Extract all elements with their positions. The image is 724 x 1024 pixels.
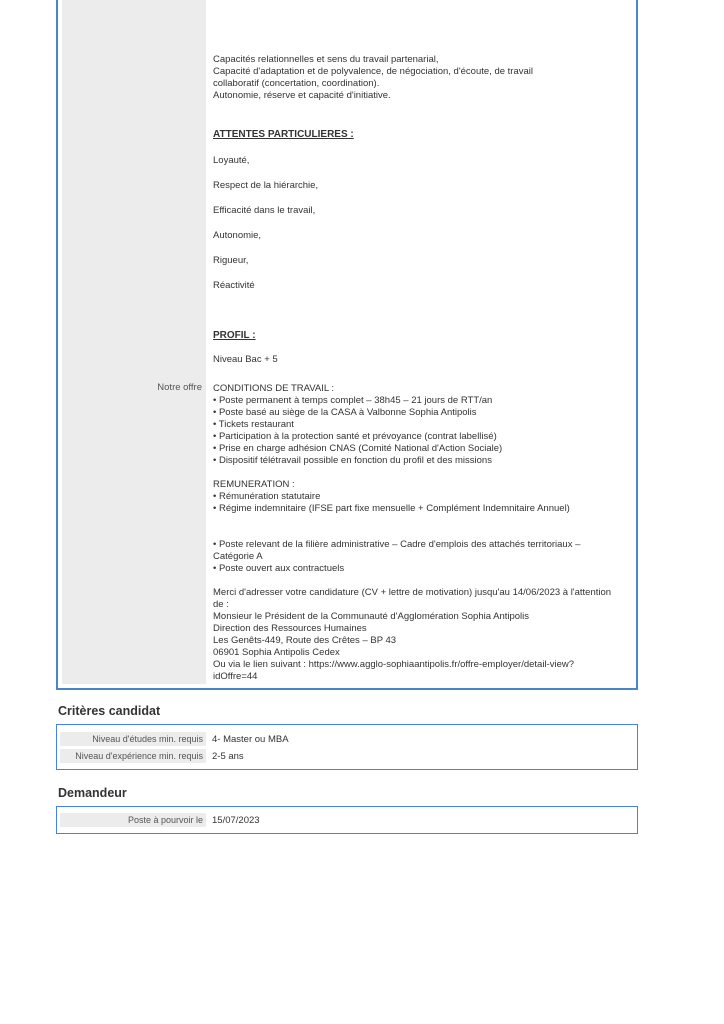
text-line: Les Genêts-449, Route des Crêtes – BP 43 bbox=[213, 635, 397, 646]
text-line: REMUNERATION : bbox=[213, 479, 295, 490]
criteres-title: Critères candidat bbox=[58, 704, 161, 718]
text-line: de : bbox=[213, 599, 229, 610]
row-label: Poste à pourvoir le bbox=[60, 813, 206, 827]
row-value: 15/07/2023 bbox=[212, 815, 260, 826]
demandeur-table bbox=[56, 806, 638, 834]
attentes-item: Autonomie, bbox=[213, 230, 262, 241]
text-line: • Rémunération statutaire bbox=[213, 491, 321, 502]
text-line: Merci d'adresser votre candidature (CV + lettre de motivation) jusqu'au 14/06/2023 à l'attention bbox=[213, 587, 612, 598]
text-line: • Participation à la protection santé et prévoyance (contrat labellisé) bbox=[213, 431, 497, 442]
text-line: • Poste ouvert aux contractuels bbox=[213, 563, 345, 574]
attentes-heading: ATTENTES PARTICULIERES : bbox=[213, 129, 354, 140]
text-line: Autonomie, réserve et capacité d'initiative. bbox=[213, 90, 391, 101]
apply-link-line[interactable]: Ou via le lien suivant : https://www.agglo-sophiaantipolis.fr/offre-employer/detail-view? bbox=[213, 659, 574, 670]
attentes-item: Respect de la hiérarchie, bbox=[213, 180, 319, 191]
row-value: 2-5 ans bbox=[212, 751, 244, 762]
text-line: • Poste relevant de la filière administrative – Cadre d'emplois des attachés territoriaux – bbox=[213, 539, 581, 550]
offer-panel bbox=[56, 0, 638, 690]
remuneration-block bbox=[213, 479, 633, 515]
demandeur-title: Demandeur bbox=[58, 786, 127, 800]
table-row bbox=[57, 811, 637, 828]
text-line: Direction des Ressources Humaines bbox=[213, 623, 367, 634]
candidature-block bbox=[213, 587, 633, 683]
filiere-block bbox=[213, 539, 633, 575]
text-line: • Prise en charge adhésion CNAS (Comité National d'Action Sociale) bbox=[213, 443, 503, 454]
row-label: Niveau d'études min. requis bbox=[60, 732, 206, 746]
text-line: CONDITIONS DE TRAVAIL : bbox=[213, 383, 335, 394]
offer-label: Notre offre bbox=[157, 382, 202, 393]
offer-label-column bbox=[62, 0, 206, 684]
text-line: 06901 Sophia Antipolis Cedex bbox=[213, 647, 340, 658]
table-row bbox=[57, 730, 637, 747]
row-label: Niveau d'expérience min. requis bbox=[60, 749, 206, 763]
text-line: • Régime indemnitaire (IFSE part fixe mensuelle + Complément Indemnitaire Annuel) bbox=[213, 503, 570, 514]
attentes-item: Rigueur, bbox=[213, 255, 249, 266]
text-line: • Tickets restaurant bbox=[213, 419, 294, 430]
text-line: • Poste permanent à temps complet – 38h45 – 21 jours de RTT/an bbox=[213, 395, 493, 406]
apply-link-line[interactable]: idOffre=44 bbox=[213, 671, 258, 682]
attentes-item: Efficacité dans le travail, bbox=[213, 205, 316, 216]
profil-value: Niveau Bac + 5 bbox=[213, 354, 278, 365]
text-line: • Dispositif télétravail possible en fonction du profil et des missions bbox=[213, 455, 492, 466]
row-value: 4- Master ou MBA bbox=[212, 734, 289, 745]
intro-block bbox=[213, 54, 633, 102]
table-row bbox=[57, 747, 637, 764]
text-line: Capacités relationnelles et sens du travail partenarial, bbox=[213, 54, 439, 65]
conditions-block bbox=[213, 383, 633, 467]
attentes-item: Réactivité bbox=[213, 280, 255, 291]
text-line: collaboratif (concertation, coordination). bbox=[213, 78, 380, 89]
text-line: Capacité d'adaptation et de polyvalence, de négociation, d'écoute, de travail bbox=[213, 66, 533, 77]
profil-heading: PROFIL : bbox=[213, 330, 256, 341]
text-line: • Poste basé au siège de la CASA à Valbonne Sophia Antipolis bbox=[213, 407, 477, 418]
text-line: Monsieur le Président de la Communauté d'Agglomération Sophia Antipolis bbox=[213, 611, 530, 622]
attentes-item: Loyauté, bbox=[213, 155, 250, 166]
criteres-table bbox=[56, 724, 638, 770]
text-line: Catégorie A bbox=[213, 551, 263, 562]
